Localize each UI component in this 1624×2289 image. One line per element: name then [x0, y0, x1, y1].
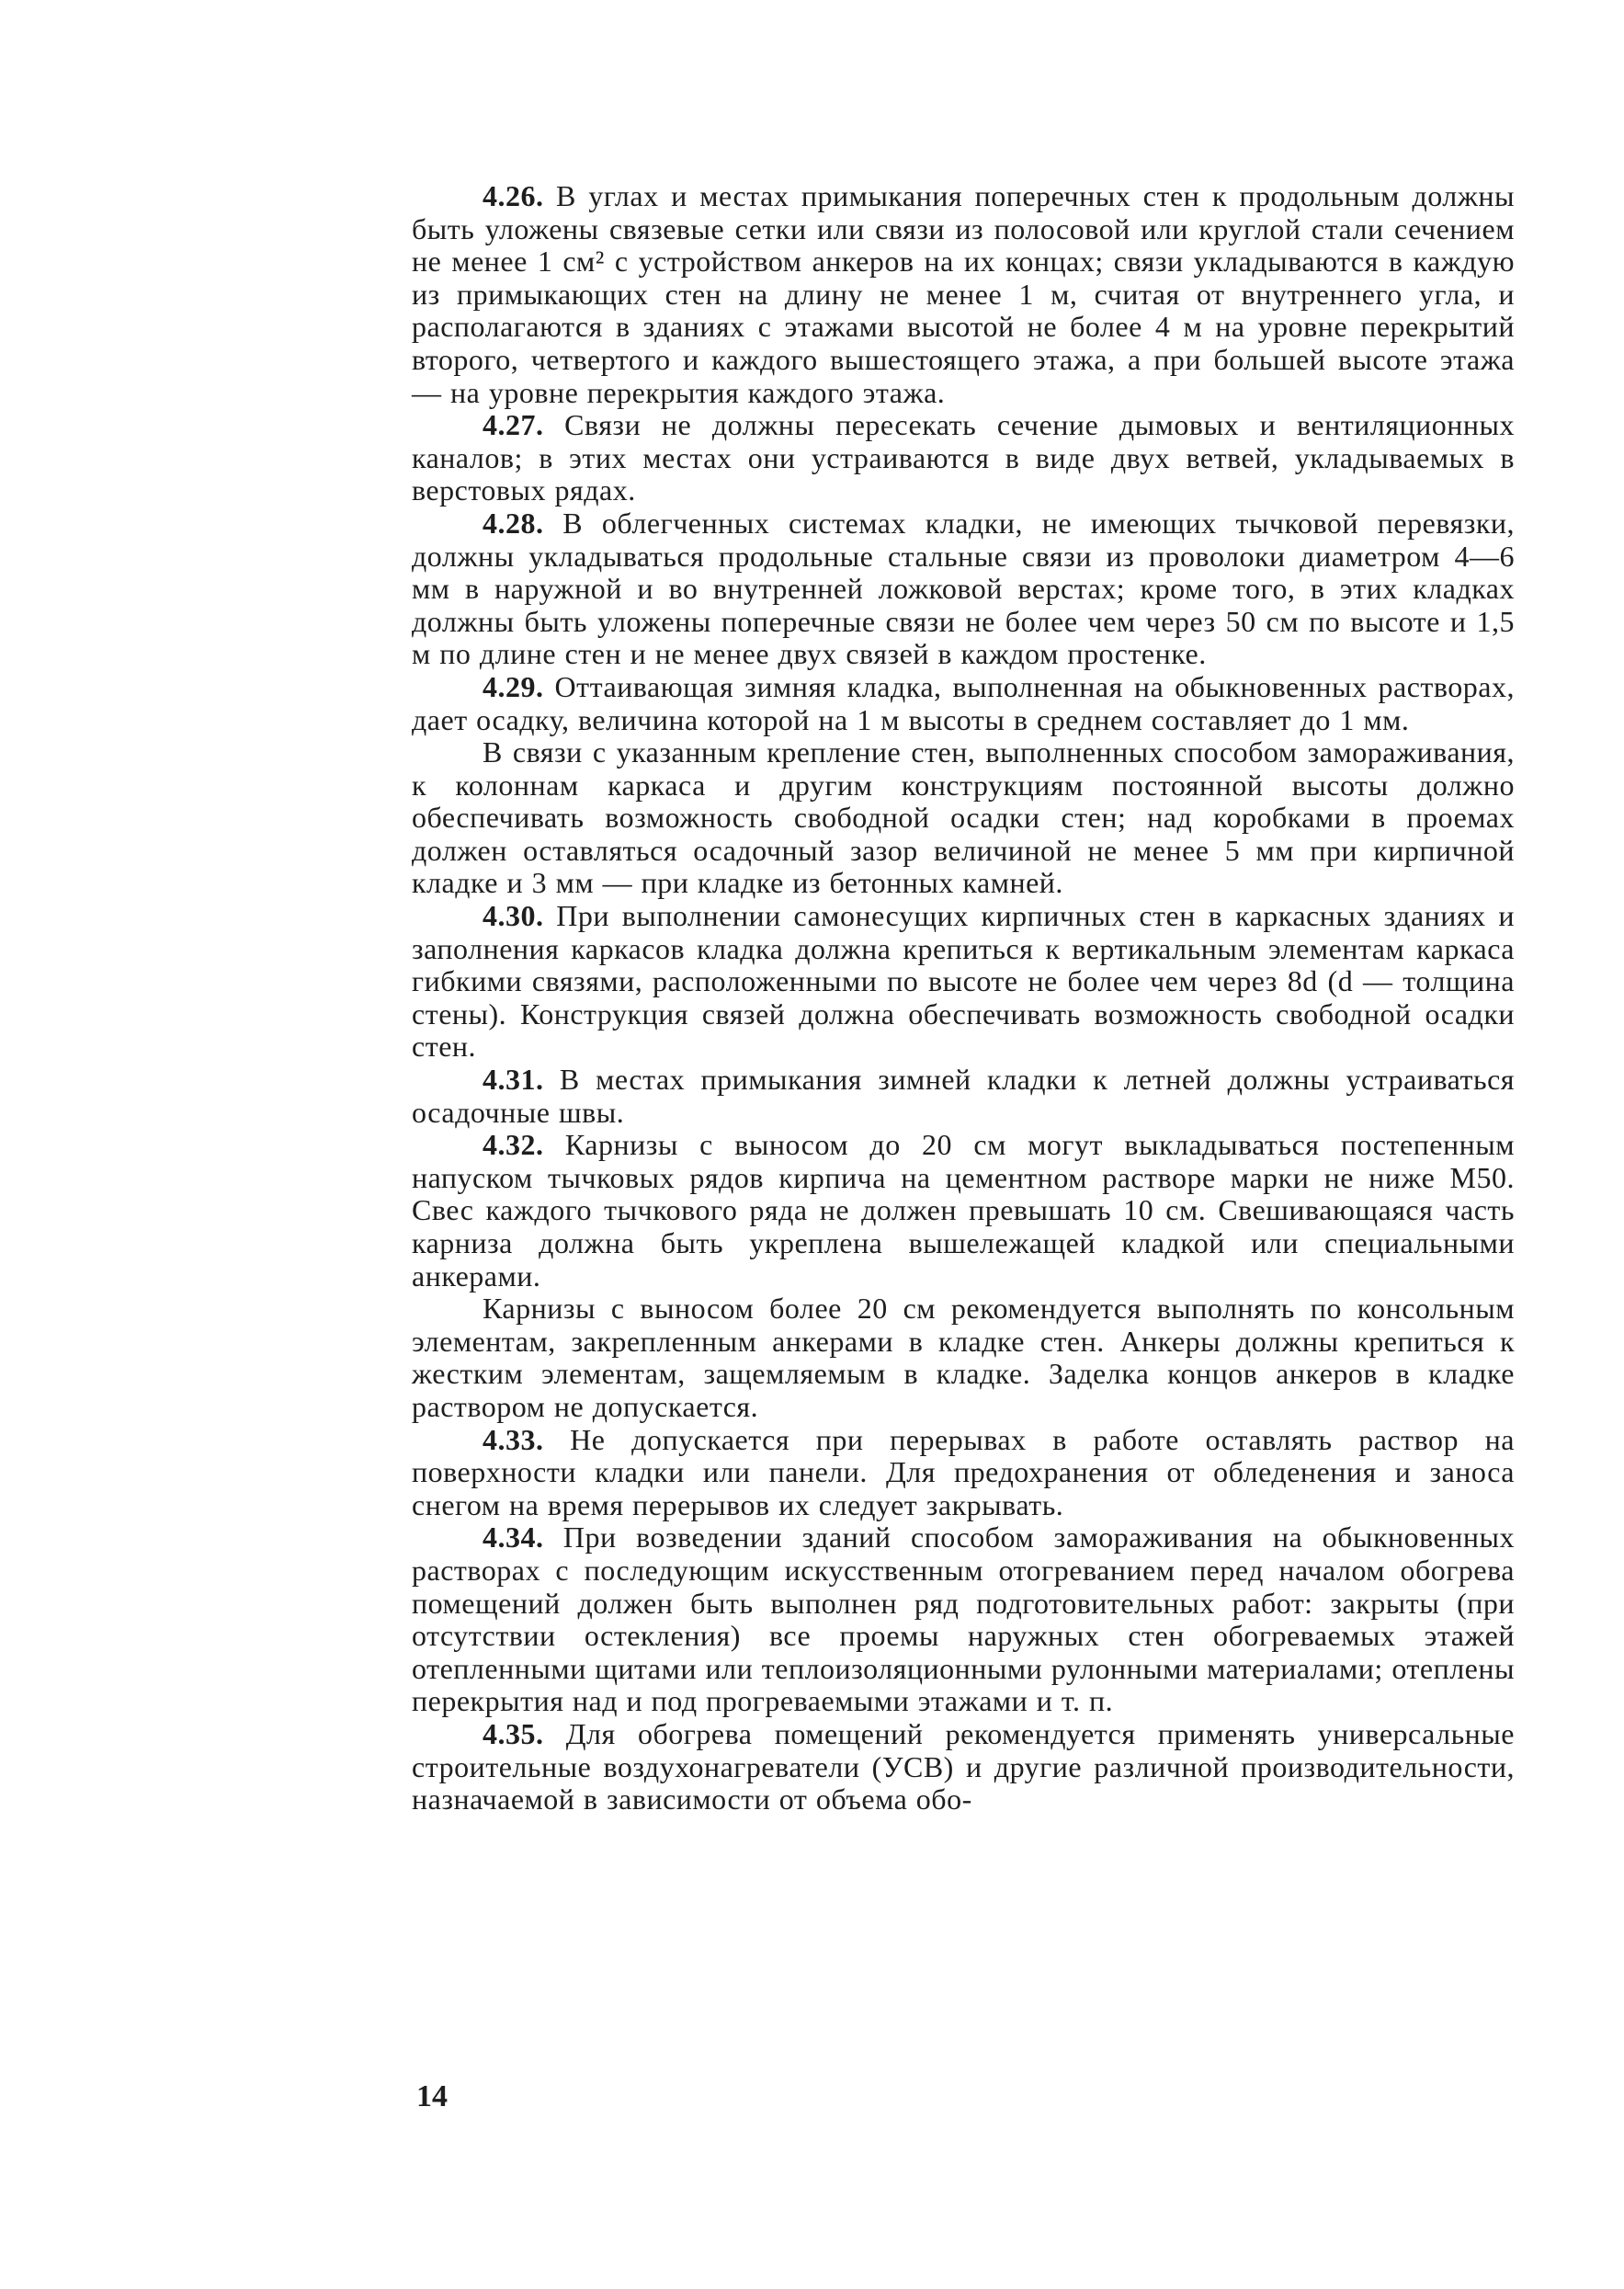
paragraph-text: Карнизы с выносом до 20 см могут выкладываться постепенным напуском тычковых рядов кирпича на цементном растворе марки не ниже М50. Свес каждого тычкового ряда не должен превышать 10 см. Свешивающаяся часть карниза должна быть укреплена вышележащей кладкой или специальными анкерами.: [412, 1128, 1515, 1293]
paragraph-text: Оттаивающая зимняя кладка, выполненная на обыкновенных растворах, дает осадку, величина которой на 1 м высоты в среднем составляет до 1 мм.: [412, 669, 1515, 736]
clause-number: 4.26.: [483, 179, 544, 212]
paragraph-4-26: [412, 180, 1515, 409]
paragraph-text: В облегченных системах кладки, не имеющих тычковой перевязки, должны укладываться продольные стальные связи из проволоки диаметром 4—6 мм в наружной и во внутренней ложковой верстах; кроме того, в этих кладках должны быть уложены поперечные связи не более чем через 50 см по высоте и 1,5 м по длине стен и не менее двух связей в каждом простенке.: [412, 506, 1515, 671]
clause-number: 4.34.: [483, 1520, 544, 1554]
paragraph-text: В связи с указанным крепление стен, выполненных способом замораживания, к колоннам каркаса и другим конструкциям постоянной высоты должно обеспечивать возможность свободной осадки стен; над коробками в проемах должен оставляться осадочный зазор величиной не менее 5 мм при кирпичной кладке и 3 мм — при кладке из бетонных камней.: [412, 735, 1515, 900]
paragraph-text: В местах примыкания зимней кладки к летней должны устраиваться осадочные швы.: [412, 1063, 1515, 1129]
page-body: [412, 180, 1515, 1816]
paragraph-4-31: [412, 1064, 1515, 1129]
clause-number: 4.27.: [483, 408, 544, 442]
paragraph-4-33: [412, 1424, 1515, 1522]
paragraph-4-30: [412, 900, 1515, 1064]
clause-number: 4.31.: [483, 1063, 544, 1097]
clause-number: 4.33.: [483, 1422, 544, 1456]
clause-number: 4.28.: [483, 506, 544, 540]
paragraph-text: Не допускается при перерывах в работе оставлять раствор на поверхности кладки или панели. Для предохранения от обледенения и заноса снегом на время перерывов их следует закрывать.: [412, 1422, 1515, 1521]
paragraph-text: При возведении зданий способом замораживания на обыкновенных растворах с последующим искусственным отогреванием перед началом обогрева помещений должен быть выполнен ряд подготовительных работ: закрыты (при отсутствии остекления) все проемы наружных стен обогреваемых этажей отепленными щитами или теплоизоляционными рулонными материалами; отеплены перекрытия над и под прогреваемыми этажами и т. п.: [412, 1520, 1515, 1718]
clause-number: 4.35.: [483, 1716, 544, 1750]
clause-number: 4.32.: [483, 1128, 544, 1162]
paragraph-text: Связи не должны пересекать сечение дымовых и вентиляционных каналов; в этих местах они устраиваются в виде двух ветвей, укладываемых в верстовых рядах.: [412, 408, 1515, 507]
paragraph-4-29-cont: [412, 736, 1515, 900]
paragraph-4-32-cont: [412, 1293, 1515, 1423]
clause-number: 4.30.: [483, 899, 544, 933]
paragraph-4-28: [412, 507, 1515, 671]
paragraph-text: Карнизы с выносом более 20 см рекомендуется выполнять по консольным элементам, закрепленным анкерами в кладке стен. Анкеры должны крепиться к жестким элементам, защемляемым в кладке. Заделка концов анкеров в кладке раствором не допускается.: [412, 1292, 1515, 1423]
paragraph-text: При выполнении самонесущих кирпичных стен в каркасных зданиях и заполнения каркасов кладка должна крепиться к вертикальным элементам каркаса гибкими связями, расположенными по высоте не более чем через 8d (d — толщина стены). Конструкция связей должна обеспечивать возможность свободной осадки стен.: [412, 899, 1515, 1064]
paragraph-4-34: [412, 1521, 1515, 1718]
paragraph-4-27: [412, 409, 1515, 507]
paragraph-text: Для обогрева помещений рекомендуется применять универсальные строительные воздухонагреватели (УСВ) и другие различной производительности, назначаемой в зависимости от объема обо-: [412, 1716, 1515, 1816]
paragraph-4-32: [412, 1129, 1515, 1293]
page-number: 14: [416, 2079, 448, 2113]
paragraph-4-29: [412, 671, 1515, 736]
paragraph-4-35: [412, 1718, 1515, 1816]
clause-number: 4.29.: [483, 669, 544, 703]
paragraph-text: В углах и местах примыкания поперечных стен к продольным должны быть уложены связевые сетки или связи из полосовой или круглой стали сечением не менее 1 см² с устройством анкеров на их концах; связи укладываются в каждую из примыкающих стен на длину не менее 1 м, считая от внутреннего угла, и располагаются в зданиях с этажами высотой не более 4 м на уровне перекрытий второго, четвертого и каждого вышестоящего этажа, а при большей высоте этажа — на уровне перекрытия каждого этажа.: [412, 179, 1515, 409]
